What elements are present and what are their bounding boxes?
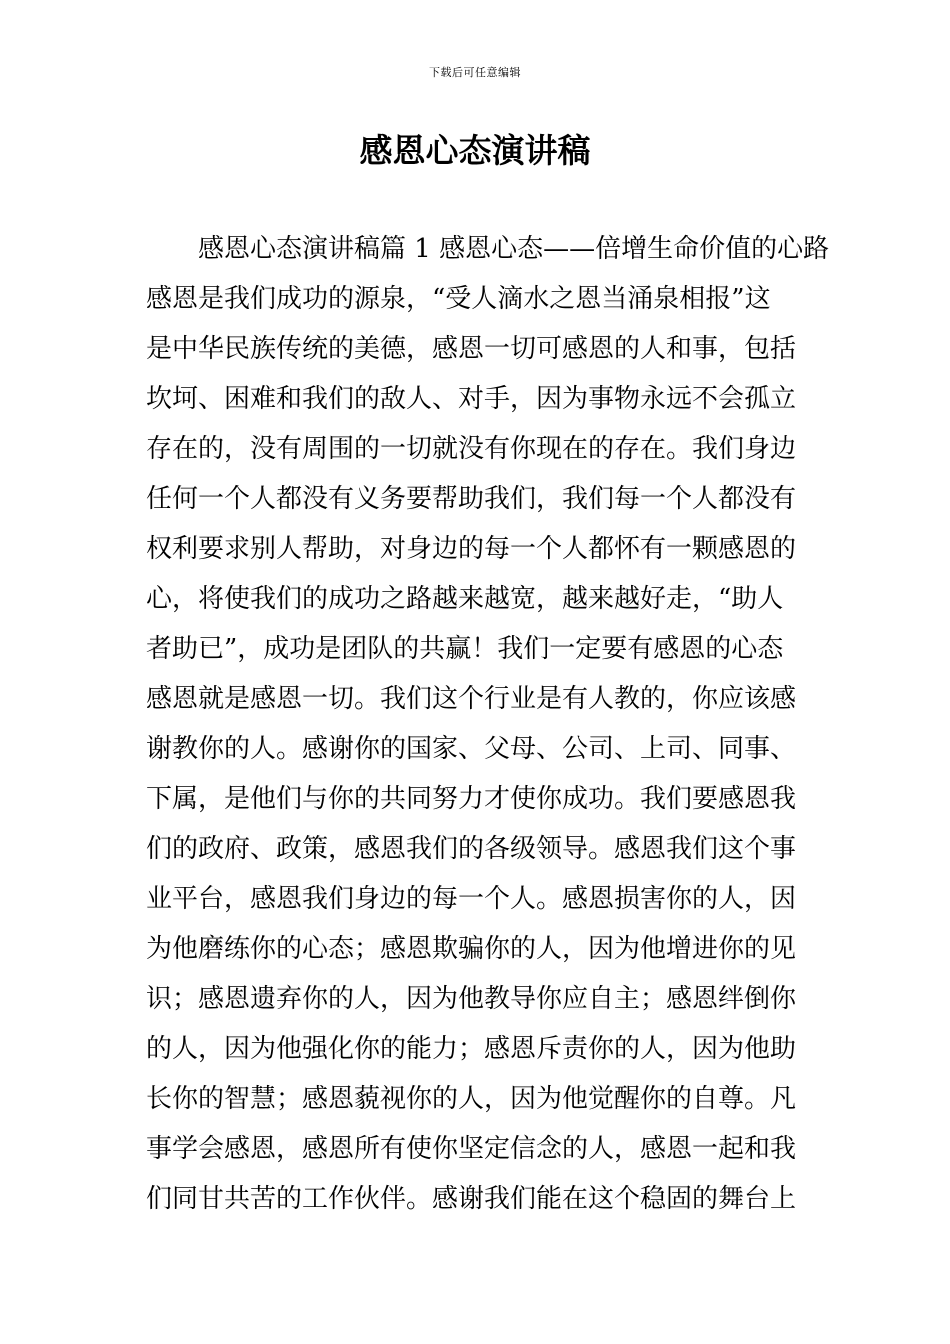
- body-line: 存在的，没有周围的一切就没有你现在的存在。我们身边: [146, 434, 797, 464]
- document-title: 感恩心态演讲稿: [359, 131, 591, 170]
- body-line: 下属，是他们与你的共同努力才使你成功。我们要感恩我: [146, 784, 797, 814]
- body-line: 们同甘共苦的工作伙伴。感谢我们能在这个稳固的舞台上: [146, 1184, 797, 1214]
- body-line: 长你的智慧；感恩藐视你的人，因为他觉醒你的自尊。凡: [146, 1084, 797, 1114]
- body-line: 权利要求别人帮助，对身边的每一个人都怀有一颗感恩的: [146, 534, 797, 564]
- body-line: 业平台，感恩我们身边的每一个人。感恩损害你的人，因: [146, 884, 797, 914]
- body-line: 识；感恩遗弃你的人，因为他教导你应自主；感恩绊倒你: [146, 984, 797, 1014]
- body-line: 者助已”，成功是团队的共赢！我们一定要有感恩的心态: [146, 634, 784, 664]
- body-line: 感恩就是感恩一切。我们这个行业是有人教的，你应该感: [146, 684, 797, 714]
- body-line: 任何一个人都没有义务要帮助我们，我们每一个人都没有: [146, 484, 797, 514]
- body-line: 谢教你的人。感谢你的国家、父母、公司、上司、同事、: [146, 734, 797, 764]
- body-line: 为他磨练你的心态；感恩欺骗你的人，因为他增进你的见: [146, 934, 797, 964]
- header-note: 下载后可任意编辑: [429, 66, 521, 79]
- body-line: 坎坷、困难和我们的敌人、对手，因为事物永远不会孤立: [146, 384, 797, 414]
- body-line: 们的政府、政策，感恩我们的各级领导。感恩我们这个事: [146, 834, 797, 864]
- body-line: 的人，因为他强化你的能力；感恩斥责你的人，因为他助: [146, 1034, 797, 1064]
- body-line: 事学会感恩，感恩所有使你坚定信念的人，感恩一起和我: [146, 1134, 797, 1164]
- body-line: 感恩是我们成功的源泉，“受人滴水之恩当涌泉相报”这: [146, 284, 771, 314]
- body-text: [146, 224, 830, 1224]
- body-line: 感恩心态演讲稿篇 1 感恩心态——倍增生命价值的心路: [198, 234, 830, 264]
- body-line: 心，将使我们的成功之路越来越宽，越来越好走，“助人: [146, 584, 784, 614]
- body-line: 是中华民族传统的美德，感恩一切可感恩的人和事，包括: [146, 334, 797, 364]
